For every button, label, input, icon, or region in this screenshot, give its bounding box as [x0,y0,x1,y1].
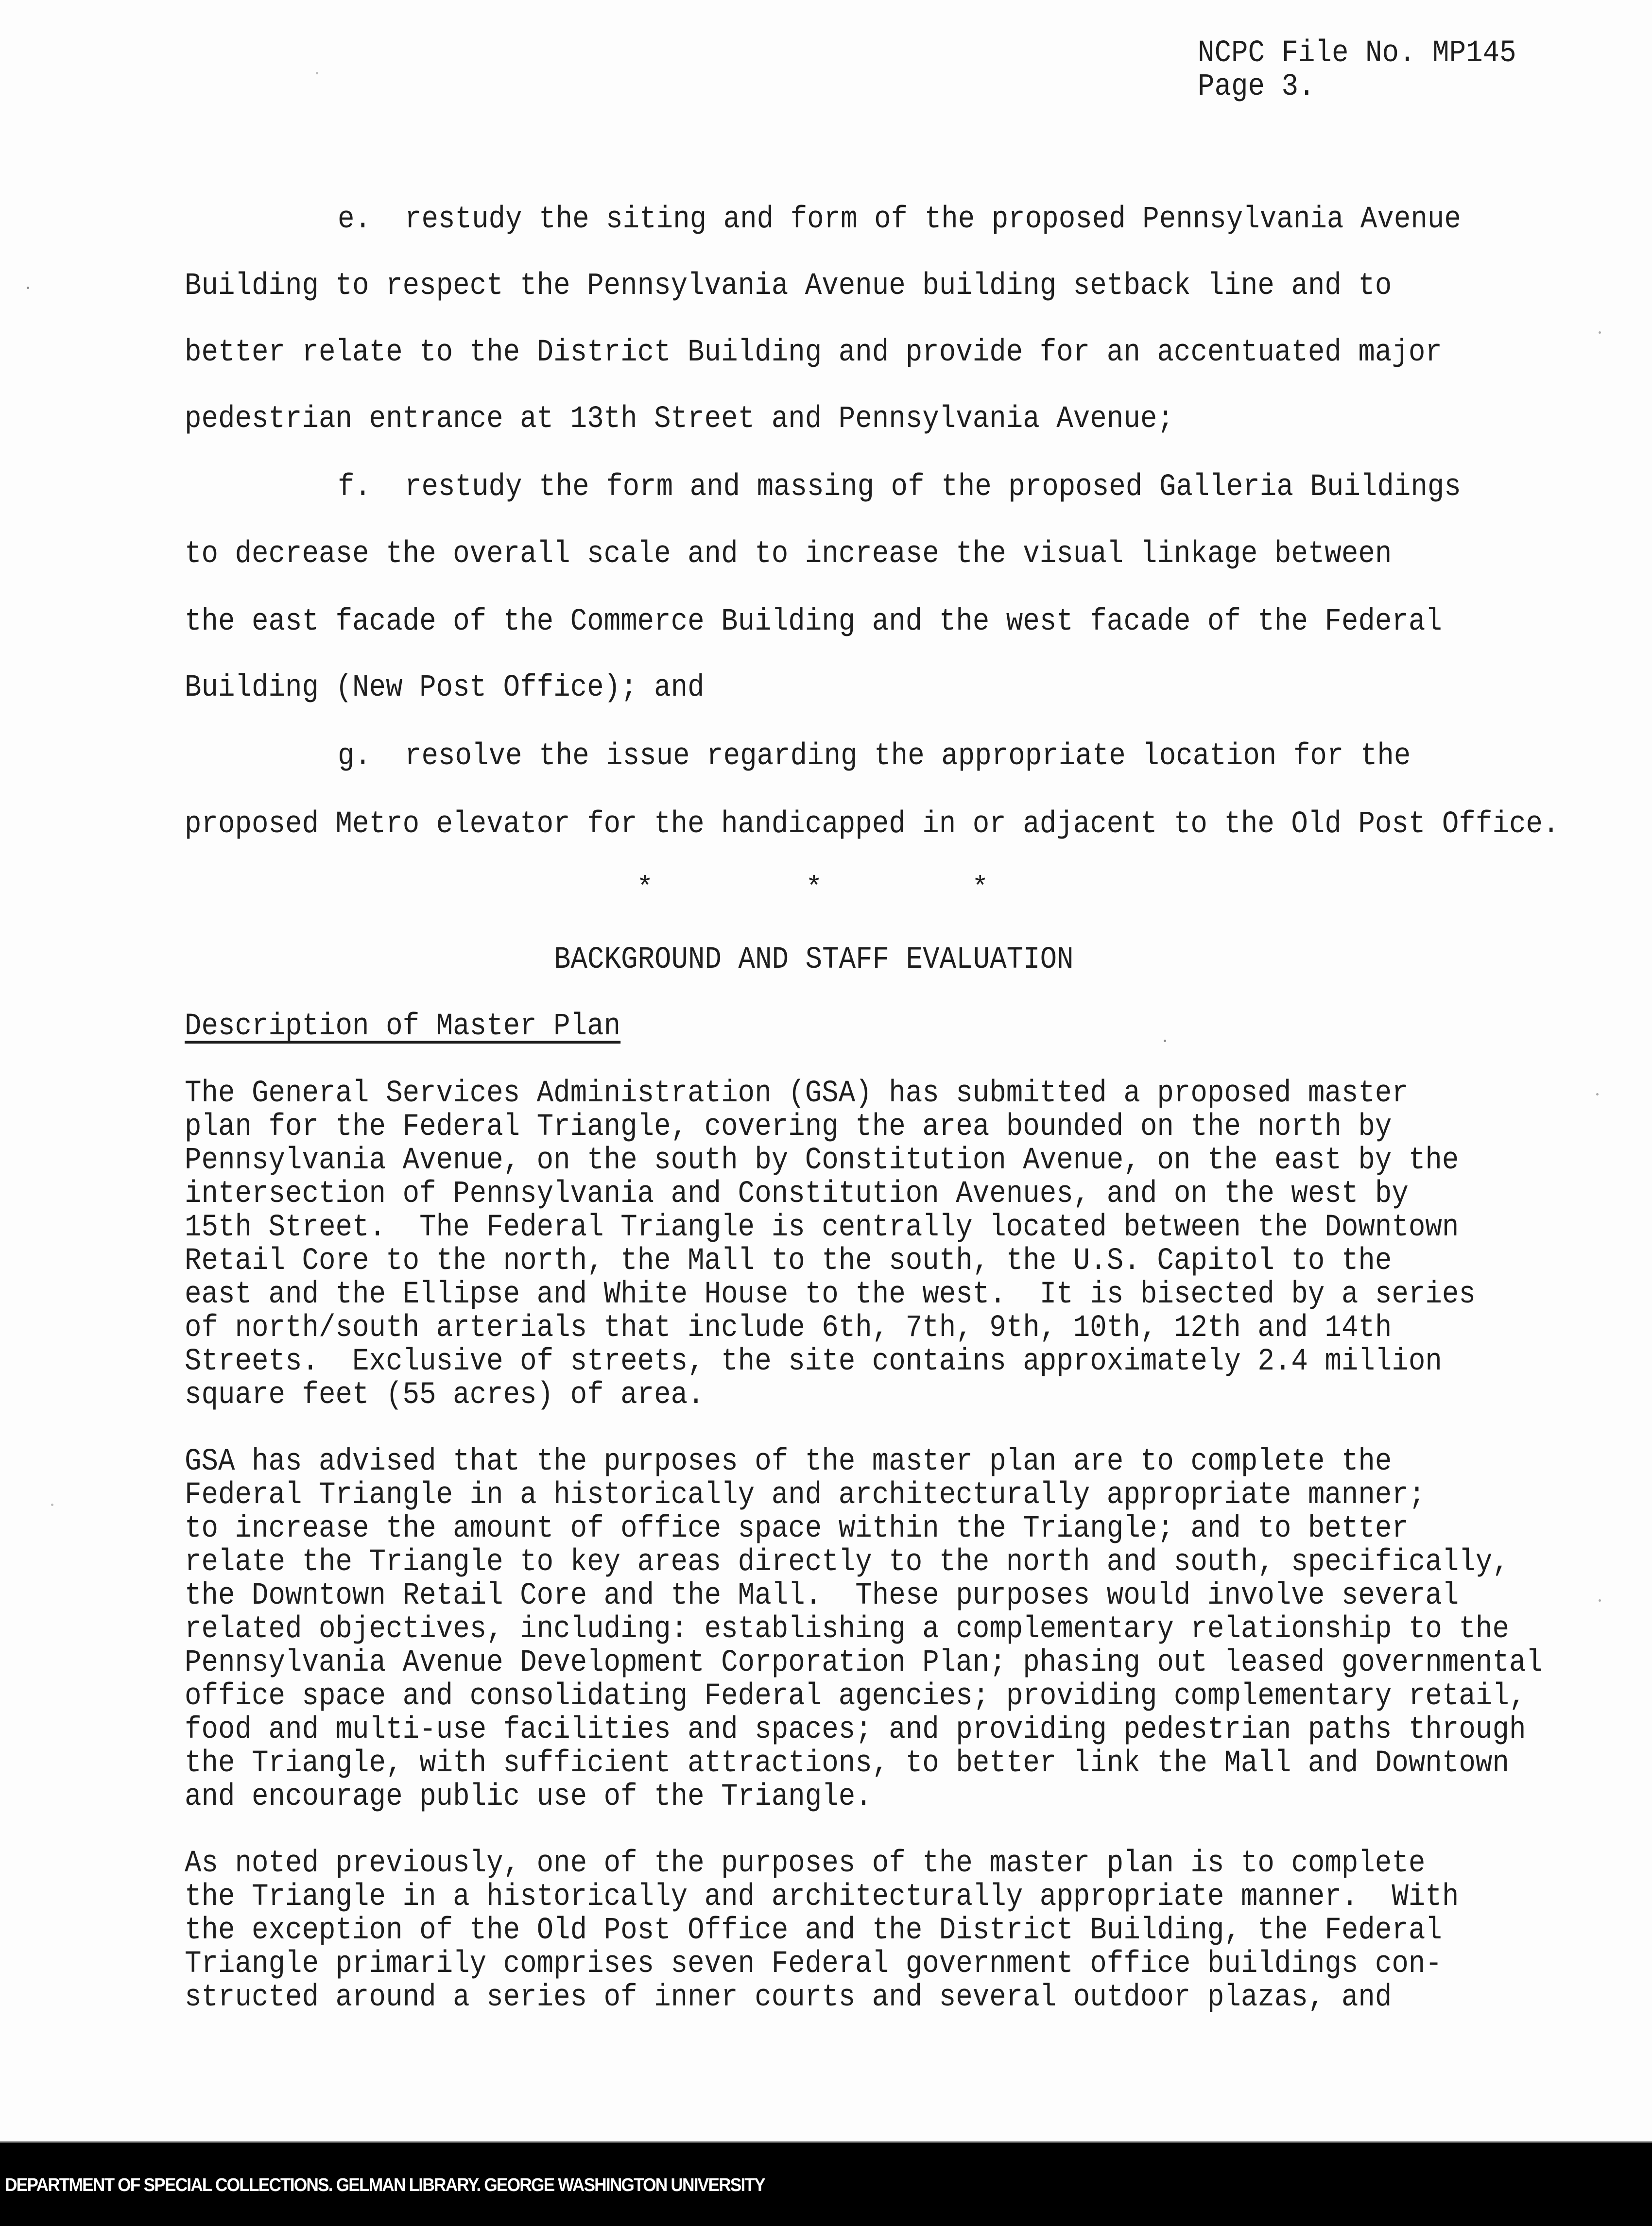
text-line: the Triangle in a historically and architecturally appropriate manner. With [185,1879,1459,1915]
text-line: Streets. Exclusive of streets, the site contains approximately 2.4 million [185,1344,1442,1380]
text-line: office space and consolidating Federal agencies; providing complementary retail, [185,1678,1526,1714]
scan-speck [27,287,29,289]
text-line: Pennsylvania Avenue Development Corporation Plan; phasing out leased governmental [185,1645,1543,1681]
text-line: related objectives, including: establishing a complementary relationship to the [185,1611,1509,1647]
text-line: plan for the Federal Triangle, covering the area bounded on the north by [185,1109,1392,1145]
text-line: intersection of Pennsylvania and Constitution Avenues, and on the west by [185,1176,1409,1212]
text-line: and encourage public use of the Triangle. [185,1779,872,1815]
scan-speck [1599,1599,1601,1602]
archive-credit: DEPARTMENT OF SPECIAL COLLECTIONS. GELMAN LIBRARY. GEORGE WASHINGTON UNIVERSITY [5,2175,765,2195]
text-line: square feet (55 acres) of area. [185,1377,705,1413]
text-line: GSA has advised that the purposes of the master plan are to complete the [185,1444,1392,1480]
text-line: the Downtown Retail Core and the Mall. These purposes would involve several [185,1578,1459,1614]
text-line: structed around a series of inner courts and several outdoor plazas, and [185,1980,1392,2016]
text-line: As noted previously, one of the purposes of the master plan is to complete [185,1846,1426,1882]
text-line: better relate to the District Building and provide for an accentuated major [185,335,1442,371]
text-line: the exception of the Old Post Office and the District Building, the Federal [185,1913,1442,1949]
scan-speck [1599,331,1601,334]
text-line: f. restudy the form and massing of the proposed Galleria Buildings [338,469,1461,505]
text-line: Triangle primarily comprises seven Federal government office buildings con- [185,1946,1442,1982]
scan-speck [1596,1093,1599,1096]
subheading: Description of Master Plan [185,1009,621,1045]
page-number: Page 3. [1198,69,1315,105]
text-line: 15th Street. The Federal Triangle is centrally located between the Downtown [185,1210,1459,1246]
text-line: food and multi-use facilities and spaces; and providing pedestrian paths through [185,1712,1526,1748]
text-line: east and the Ellipse and White House to the west. It is bisected by a series [185,1277,1476,1313]
scan-speck [51,1504,53,1506]
text-line: to increase the amount of office space within the Triangle; and to better [185,1511,1409,1547]
text-line: the Triangle, with sufficient attractions, to better link the Mall and Downtown [185,1746,1509,1781]
scan-speck [316,72,318,74]
text-line: Federal Triangle in a historically and architecturally appropriate manner; [185,1477,1426,1513]
text-line: proposed Metro elevator for the handicapped in or adjacent to the Old Post Office. [185,806,1560,842]
separator-star: * [637,873,654,904]
text-line: The General Services Administration (GSA) has submitted a proposed master [185,1076,1409,1112]
text-line: g. resolve the issue regarding the appropriate location for the [338,738,1411,774]
text-line: to decrease the overall scale and to increase the visual linkage between [185,536,1392,572]
scan-speck [1164,1040,1166,1042]
text-line: e. restudy the siting and form of the proposed Pennsylvania Avenue [338,202,1461,238]
separator-star: * [806,873,823,904]
file-number: NCPC File No. MP145 [1198,35,1516,71]
text-line: of north/south arterials that include 6th, 7th, 9th, 10th, 12th and 14th [185,1310,1392,1346]
text-line: Building (New Post Office); and [185,670,705,706]
separator-star: * [972,873,989,904]
text-line: pedestrian entrance at 13th Street and Pennsylvania Avenue; [185,401,1174,437]
text-line: Pennsylvania Avenue, on the south by Constitution Avenue, on the east by the [185,1143,1459,1179]
section-heading: BACKGROUND AND STAFF EVALUATION [554,942,1074,978]
text-line: relate the Triangle to key areas directly to the north and south, specifically, [185,1544,1509,1580]
text-line: Building to respect the Pennsylvania Avenue building setback line and to [185,268,1392,304]
text-line: the east facade of the Commerce Building and the west facade of the Federal [185,604,1442,640]
archive-credit-bar [0,2141,1652,2226]
text-line: Retail Core to the north, the Mall to the south, the U.S. Capitol to the [185,1243,1392,1279]
